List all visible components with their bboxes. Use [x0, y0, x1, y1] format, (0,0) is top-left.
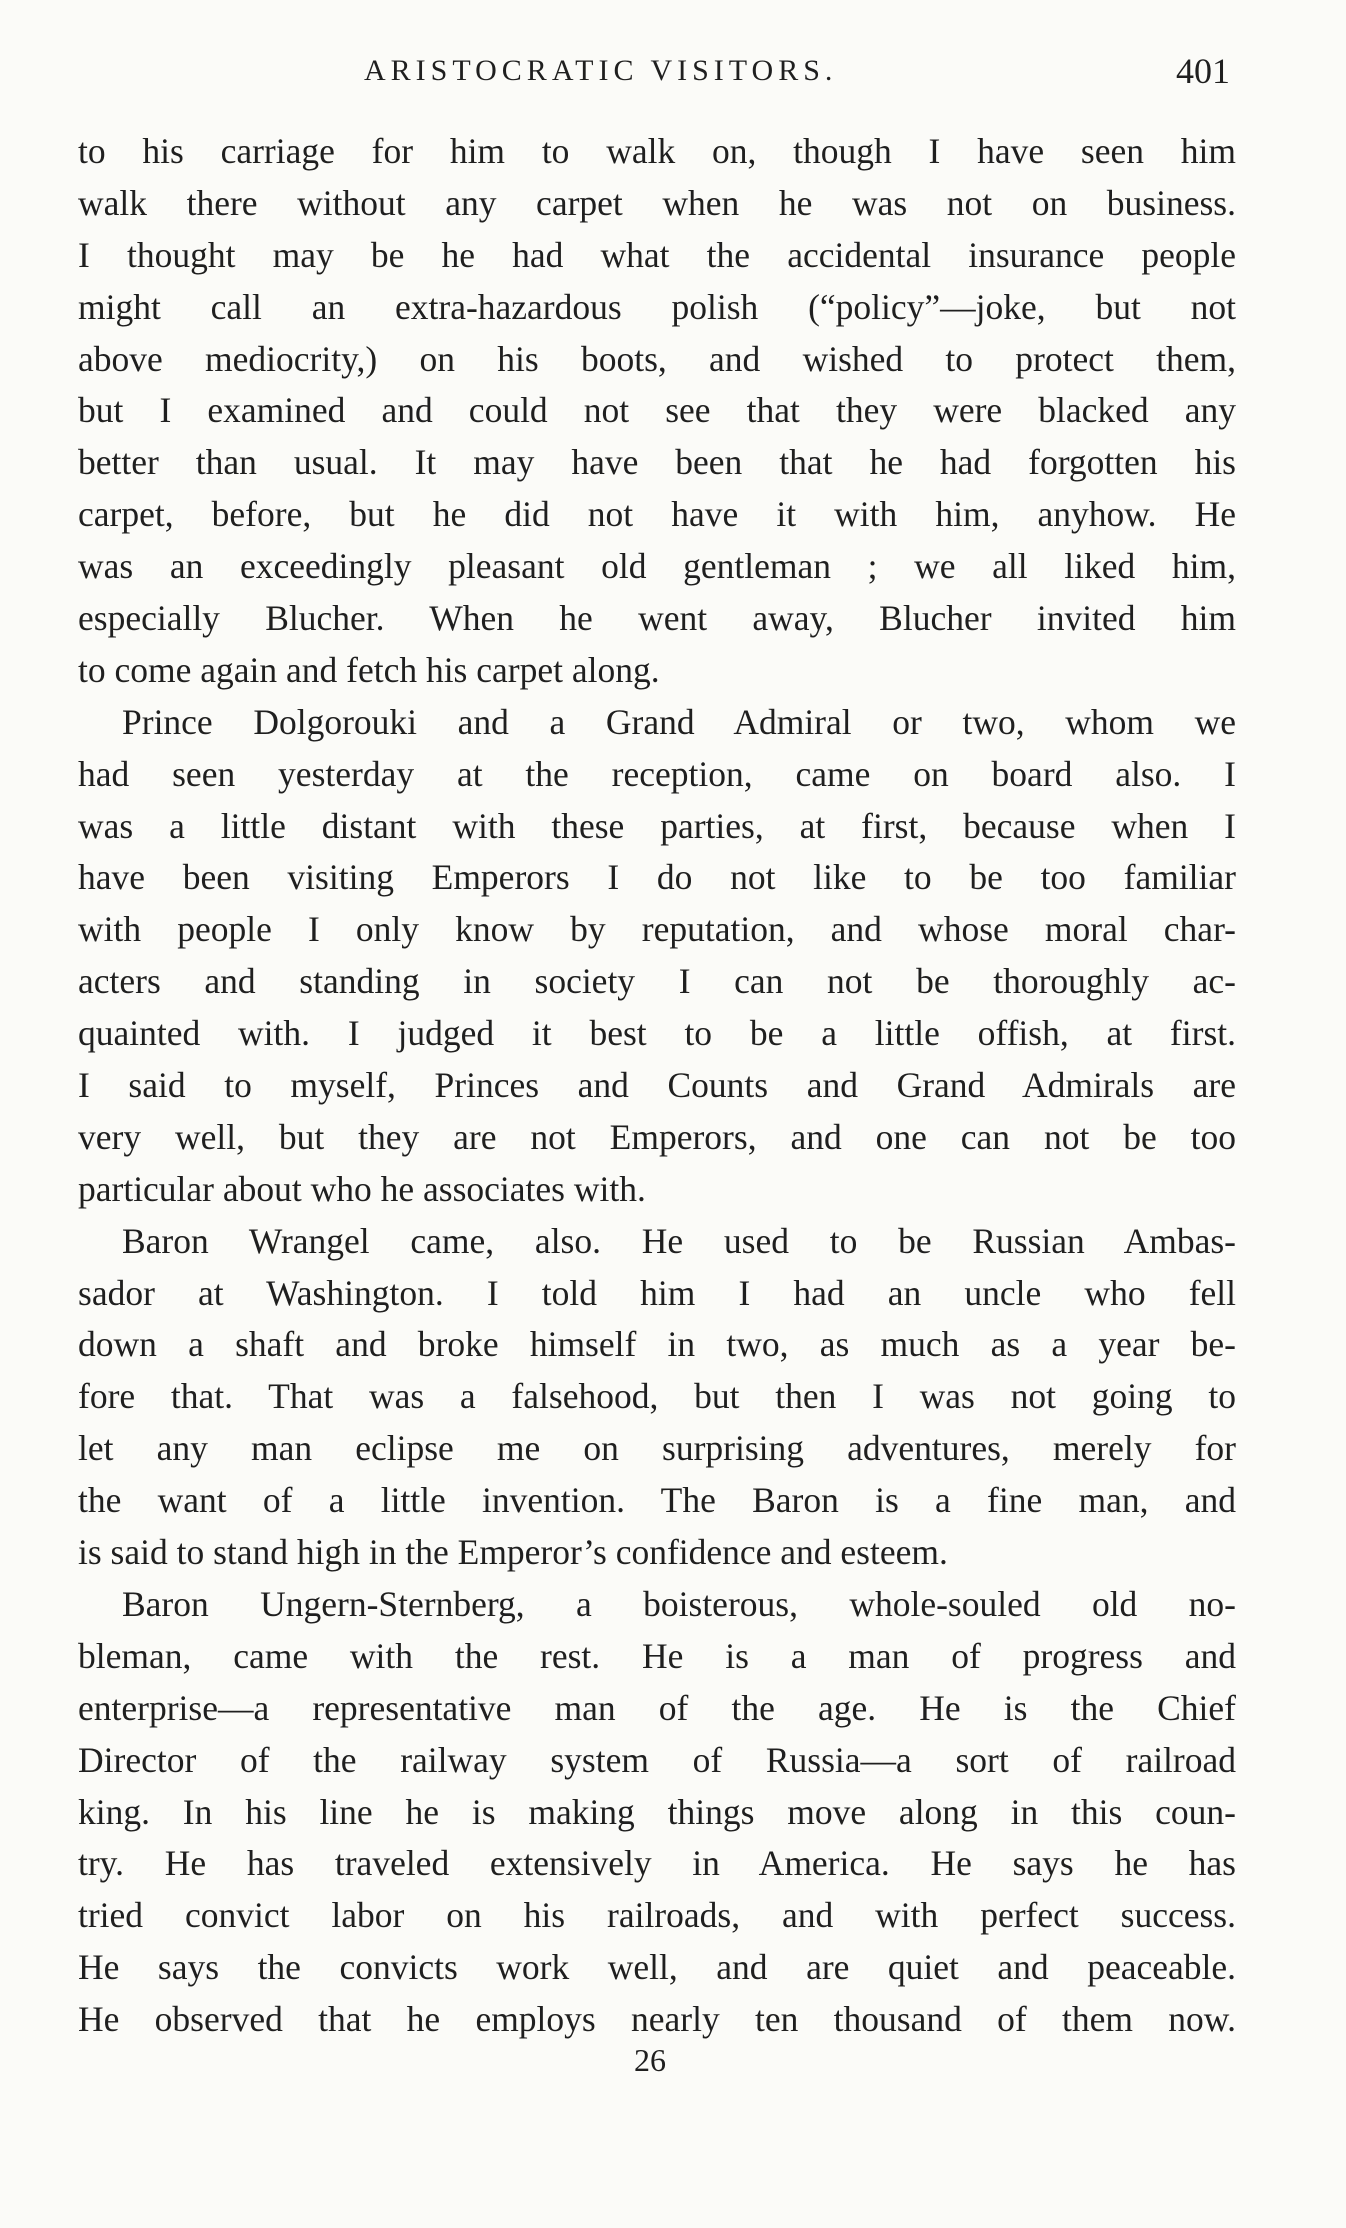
text-line: let any man eclipse me on surprising adventures, merely for: [78, 1428, 1236, 1469]
text-line: king. In his line he is making things move along in this coun-: [78, 1791, 1236, 1832]
page-number: 401: [1176, 51, 1230, 91]
text-line: very well, but they are not Emperors, and one can not be too: [78, 1116, 1236, 1157]
text-line: Director of the railway system of Russia—a sort of railroad: [78, 1739, 1236, 1780]
paragraph-first-line: Baron Wrangel came, also. He used to be Russian Ambas-: [122, 1220, 1236, 1261]
text-line: but I examined and could not see that they were blacked any: [78, 390, 1236, 431]
text-line: acters and standing in society I can not be thoroughly ac-: [78, 961, 1236, 1002]
text-line: fore that. That was a falsehood, but then I was not going to: [78, 1376, 1236, 1417]
text-line: I said to myself, Princes and Counts and Grand Admirals are: [78, 1065, 1236, 1106]
text-line: tried convict labor on his railroads, and with perfect success.: [78, 1895, 1236, 1936]
text-line: with people I only know by reputation, and whose moral char-: [78, 909, 1236, 950]
text-line: try. He has traveled extensively in America. He says he has: [78, 1843, 1236, 1884]
text-line: was an exceedingly pleasant old gentleman ; we all liked him,: [78, 546, 1236, 587]
text-line: to come again and fetch his carpet along.: [78, 649, 660, 690]
text-line: better than usual. It may have been that he had forgotten his: [78, 442, 1236, 483]
text-line: bleman, came with the rest. He is a man of progress and: [78, 1635, 1236, 1676]
text-line: sador at Washington. I told him I had an uncle who fell: [78, 1272, 1236, 1313]
paragraph-first-line: Baron Ungern-Sternberg, a boisterous, whole-souled old no-: [122, 1583, 1236, 1624]
text-line: had seen yesterday at the reception, came on board also. I: [78, 753, 1236, 794]
text-line: is said to stand high in the Emperor’s confidence and esteem.: [78, 1532, 948, 1573]
text-line: down a shaft and broke himself in two, as much as a year be-: [78, 1324, 1236, 1365]
text-line: to his carriage for him to walk on, though I have seen him: [78, 131, 1236, 171]
text-line: enterprise—a representative man of the age. He is the Chief: [78, 1687, 1236, 1728]
text-line: walk there without any carpet when he was not on business.: [78, 182, 1236, 223]
running-head: [78, 46, 1234, 96]
paragraph-first-line: Prince Dolgorouki and a Grand Admiral or two, whom we: [122, 701, 1236, 742]
text-line: especially Blucher. When he went away, Blucher invited him: [78, 598, 1236, 639]
text-line: was a little distant with these parties, at first, because when I: [78, 805, 1236, 846]
text-line: carpet, before, but he did not have it with him, anyhow. He: [78, 494, 1236, 535]
running-title: ARISTOCRATIC VISITORS.: [364, 54, 838, 87]
signature-mark: 26: [634, 2042, 666, 2078]
text-line: have been visiting Emperors I do not like to be too familiar: [78, 857, 1236, 898]
text-line: He observed that he employs nearly ten thousand of them now.: [78, 1999, 1236, 2040]
text-line: He says the convicts work well, and are quiet and peaceable.: [78, 1947, 1236, 1988]
text-line: above mediocrity,) on his boots, and wished to protect them,: [78, 338, 1236, 379]
text-line: I thought may be he had what the accidental insurance people: [78, 234, 1236, 275]
text-line: particular about who he associates with.: [78, 1168, 646, 1209]
text-line: the want of a little invention. The Baron is a fine man, and: [78, 1480, 1236, 1521]
text-line: quainted with. I judged it best to be a little offish, at first.: [78, 1013, 1236, 1054]
text-line: might call an extra-hazardous polish (“policy”—joke, but not: [78, 286, 1236, 327]
body-text: [78, 126, 1236, 2046]
